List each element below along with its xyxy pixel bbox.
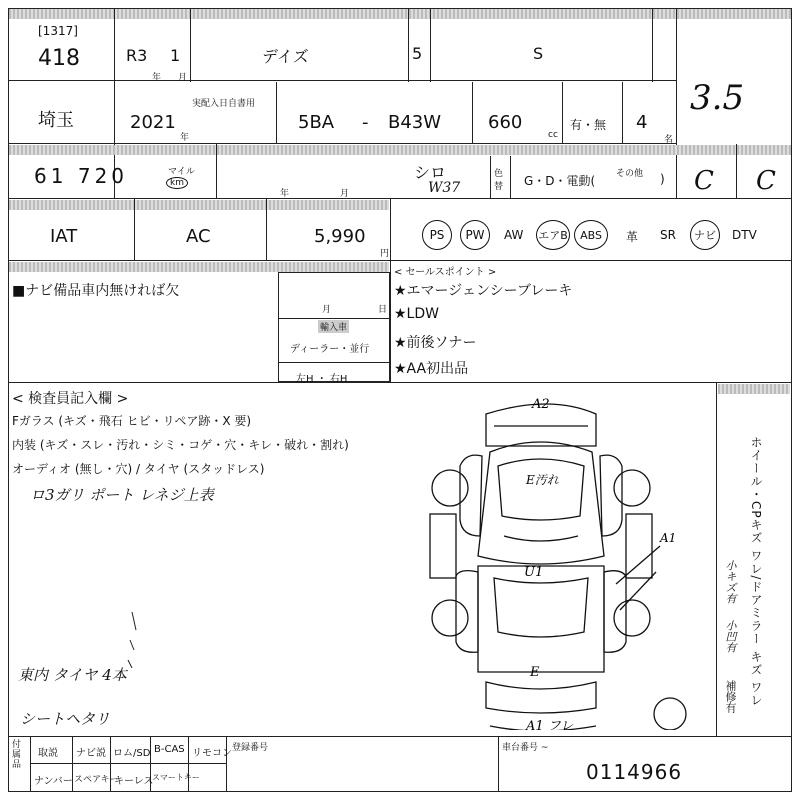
damage-mark: A1 フレ	[526, 719, 574, 730]
footer-item: ナビ説	[76, 748, 106, 759]
inspector-line: 内装 (キズ・スレ・汚れ・シミ・コゲ・穴・キレ・破れ・割れ)	[12, 438, 349, 452]
divider	[736, 144, 737, 199]
color-options-close: )	[660, 172, 665, 186]
divider	[390, 199, 391, 261]
divider	[188, 736, 189, 792]
divider	[622, 82, 623, 144]
divider	[276, 82, 277, 144]
divider	[8, 736, 792, 737]
equip-navi: ナビ	[690, 220, 720, 250]
divider	[8, 143, 676, 144]
transmission: IAT	[50, 226, 78, 247]
damage-mark: E	[530, 665, 540, 680]
type-cc: 660	[488, 112, 523, 133]
divider	[278, 318, 390, 319]
footer-item: ロム/SD	[113, 748, 151, 759]
header-strip	[718, 384, 790, 394]
model-doors: 5	[412, 44, 423, 63]
header-strip	[9, 9, 791, 19]
divider	[390, 261, 391, 383]
equip-ps: PS	[422, 220, 452, 250]
divider	[266, 199, 267, 261]
notes-line: ■ナビ備品車内無ければ欠	[12, 283, 180, 299]
divider	[652, 8, 653, 82]
equip-pw: PW	[460, 220, 490, 250]
divider	[30, 736, 31, 792]
first-reg-year: 2021	[130, 112, 176, 133]
seats-unit: 名	[664, 135, 674, 145]
serial-label: 車台番号 ~	[502, 743, 549, 753]
turbo: 有・無	[570, 118, 607, 132]
divider	[408, 8, 409, 82]
side-note: 補修有	[724, 680, 737, 713]
car-damage-diagram	[420, 396, 720, 730]
equip-dtv: DTV	[732, 228, 757, 242]
divider	[8, 382, 792, 383]
sales-points-label: < セールスポイント >	[394, 267, 497, 278]
footer-item: リモコン	[192, 748, 232, 759]
divider	[676, 8, 677, 198]
inspector-title: < 検査員記入欄 >	[12, 391, 129, 407]
divider	[8, 198, 792, 199]
side-checklist: ホイール・CPキズ ワレ/ドアミラー キズ ワレ	[749, 436, 763, 708]
recycle-unit: 円	[380, 249, 390, 259]
handwritten-note: シートヘタリ	[20, 710, 111, 728]
aircon: AC	[186, 226, 211, 247]
header-strip	[9, 262, 389, 272]
mileage-unit-mile: マイル	[168, 167, 195, 177]
sales-point: ★エマージェンシーブレーキ	[394, 283, 573, 299]
damage-mark: A2	[532, 397, 550, 412]
handle-label: 左H ・ 右H	[296, 374, 348, 385]
seats: 4	[636, 112, 648, 133]
mileage-unit-km: km	[166, 177, 188, 189]
mileage-digit: 7	[77, 164, 95, 188]
type-prefix: 5BA	[298, 112, 335, 133]
type-dash: -	[362, 112, 369, 133]
shaken-month: 月	[340, 189, 350, 199]
reg-year-mark: 年	[152, 73, 162, 83]
accessory-label: 付属品	[12, 740, 22, 770]
side-note: 小凹有	[724, 620, 737, 653]
equip-sr: SR	[660, 228, 676, 242]
divider	[8, 260, 792, 261]
shaken-year: 年	[280, 189, 290, 199]
footer-item: B-CAS	[154, 744, 185, 755]
divider	[30, 763, 226, 764]
first-reg-label: 実配入日自書用	[192, 99, 256, 109]
serial-number: 0114966	[586, 760, 683, 784]
reg-number-label: 登録番号	[232, 743, 269, 753]
divider	[216, 144, 217, 199]
footer-item: ナンバー	[34, 776, 73, 787]
region: 埼玉	[38, 110, 74, 131]
model-name: デイズ	[262, 47, 309, 66]
seat-scribble	[120, 610, 150, 670]
recycle-amount: 5,990	[314, 226, 366, 247]
divider	[510, 156, 511, 199]
color-options: G・D・電動(	[524, 174, 596, 188]
date-month: 月	[322, 305, 332, 315]
header-strip	[9, 145, 791, 155]
footer-item: スマートキー	[152, 773, 200, 782]
exterior-score: C	[756, 166, 776, 196]
import-label: 輸入車	[318, 320, 349, 333]
divider	[430, 8, 431, 82]
divider	[498, 736, 499, 792]
footer-item: 取説	[38, 748, 58, 759]
equip-aw: AW	[504, 228, 524, 242]
mileage-digit: 6	[34, 164, 51, 188]
color-options-other: その他	[616, 169, 644, 179]
damage-mark: E汚れ	[526, 473, 559, 487]
handwritten-note: ロ3ガリ ポート レネジ上表	[30, 486, 214, 504]
model-grade: S	[533, 44, 544, 63]
sales-point: ★前後ソナー	[394, 335, 477, 351]
inspector-line: Fガラス (キズ・飛石 ヒビ・リペア跡・X 要)	[12, 414, 252, 428]
type-cc-unit: cc	[548, 130, 558, 140]
overall-score: 3.5	[690, 78, 745, 118]
color-name: シロ	[414, 163, 447, 182]
type-code: B43W	[388, 112, 442, 133]
mileage	[34, 164, 128, 188]
mileage-digit: 2	[94, 164, 112, 188]
footer-item: スペアキー	[74, 775, 119, 785]
divider	[8, 80, 676, 81]
divider	[472, 82, 473, 144]
equip-leather: 革	[626, 230, 639, 244]
header-strip	[9, 200, 389, 210]
divider	[278, 362, 390, 363]
divider	[716, 382, 717, 736]
divider	[562, 82, 563, 144]
divider	[134, 199, 135, 261]
divider	[190, 8, 191, 82]
divider	[490, 156, 491, 199]
lot-number: 418	[38, 46, 80, 71]
equip-airbag: エアB	[536, 220, 570, 250]
interior-score: C	[694, 166, 714, 196]
inspector-line: オーディオ (無し・穴) / タイヤ (スタッドレス)	[12, 462, 265, 476]
damage-mark: A1	[660, 531, 677, 545]
equip-abs: ABS	[574, 220, 608, 250]
reg-era: R3	[126, 46, 148, 65]
handwritten-note: 東内 タイヤ 4本	[18, 666, 127, 684]
color-change-label: 色替	[494, 169, 504, 192]
lot-code: [1317]	[38, 24, 78, 38]
reg-month-mark: 月	[178, 73, 188, 83]
date-day: 日	[378, 305, 388, 315]
first-reg-year-mark: 年	[180, 133, 190, 143]
color-code: W37	[428, 180, 461, 196]
damage-mark: U1	[524, 565, 544, 580]
sales-point: ★AA初出品	[394, 361, 469, 377]
reg-month: 1	[170, 46, 181, 65]
mileage-digit: 0	[111, 164, 129, 188]
side-note: 小キズ有	[724, 560, 737, 604]
mileage-digit: 1	[50, 164, 68, 188]
sales-point: ★LDW	[394, 306, 439, 322]
footer-item: キーレス	[114, 776, 154, 787]
dealer-label: ディーラー・並行	[290, 344, 370, 355]
equipment-row	[422, 216, 792, 256]
